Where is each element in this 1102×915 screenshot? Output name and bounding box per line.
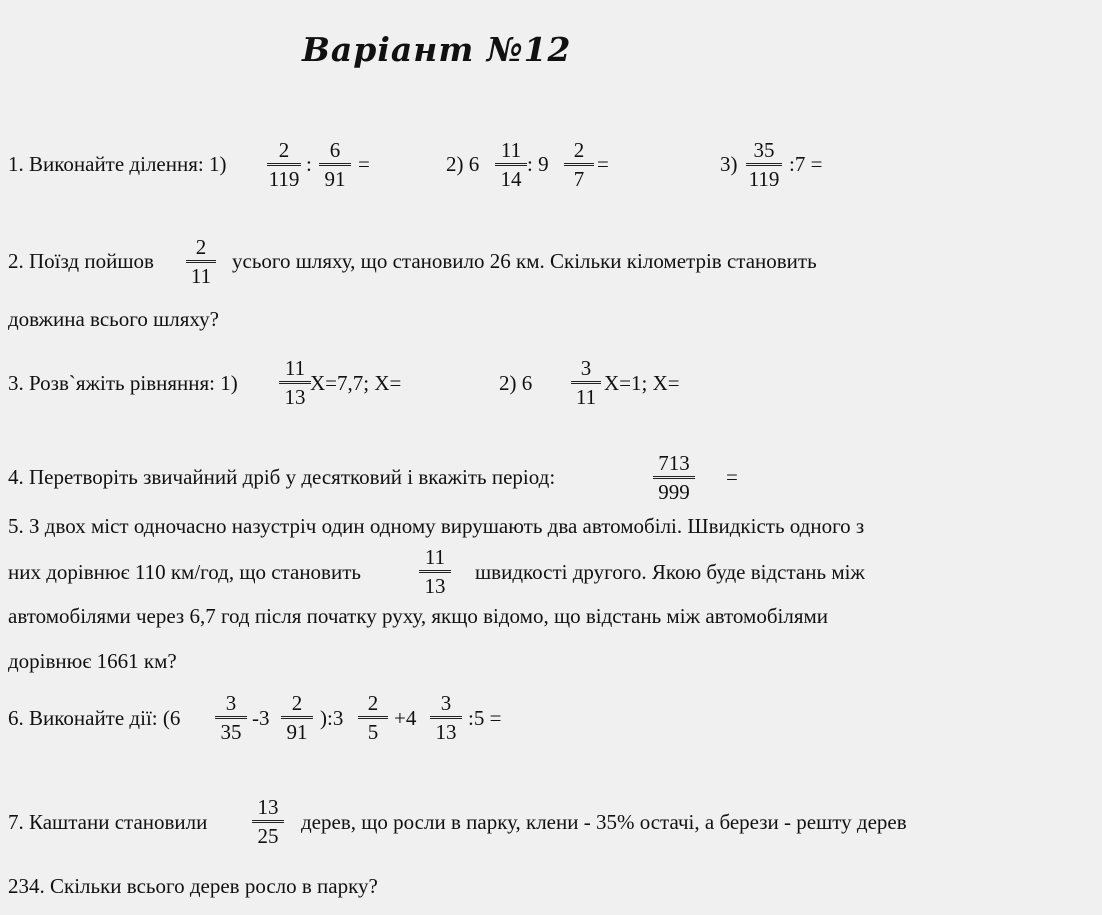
task6-text: 6. Виконайте дії: (6 [8,706,181,730]
task2-text-line2: довжина всього шляху? [8,307,219,331]
task3-part2-label: 2) 6 [499,371,533,395]
task5-line2-cont: швидкості другого. Якою буде відстань між [475,560,865,584]
equation: X=7,7; X= [310,371,402,395]
fraction: 11 13 [278,357,312,410]
fraction: 6 91 [318,139,352,192]
fraction: 2 11 [185,236,217,289]
task5-line2: них дорівнює 110 км/год, що становить [8,560,361,584]
task2-text: 2. Поїзд пойшов [8,249,154,273]
task7-text-cont: дерев, що росли в парку, клени - 35% остачі, а берези - решту дерев [301,810,907,834]
task2-text-cont: усього шляху, що становило 26 км. Скільки кілометрів становить [232,249,817,273]
task1-text: 1. Виконайте ділення: 1) [8,152,227,176]
fraction: 3 35 [214,692,248,745]
task4-text: 4. Перетворіть звичайний дріб у десятковий і вкажіть період: [8,465,556,489]
fraction: 2 7 [563,139,595,192]
operator: :7 = [789,152,823,176]
operator: ):3 [320,706,344,730]
fraction: 3 13 [429,692,463,745]
fraction: 35 119 [745,139,783,192]
operator: = [358,152,370,176]
task5-line3: автомобілями через 6,7 год після початку руху, якщо відомо, що відстань між автомобілями [8,604,829,628]
operator: = [726,465,738,489]
operator: : 9 [527,152,549,176]
fraction: 713 999 [652,452,696,505]
page-title: Варіант №12 [302,30,572,69]
fraction: 13 25 [251,796,285,849]
task1-part3-label: 3) [720,152,738,176]
task7-text: 7. Каштани становили [8,810,208,834]
task3-text: 3. Розв`яжіть рівняння: 1) [8,371,238,395]
operator: -3 [252,706,270,730]
task1-part2-label: 2) 6 [446,152,480,176]
fraction: 11 14 [494,139,528,192]
operator: = [597,152,609,176]
fraction: 11 13 [418,546,452,599]
equation: X=1; X= [604,371,680,395]
task7-line2: 234. Скільки всього дерев росло в парку? [8,874,378,898]
operator: : [306,152,312,176]
fraction: 2 5 [357,692,389,745]
fraction: 2 119 [268,138,300,191]
operator: :5 = [468,706,502,730]
fraction: 2 91 [280,692,314,745]
task5-line1: 5. З двох міст одночасно назустріч один одному вирушають два автомобілі. Швидкість одного з [8,514,865,538]
task5-line4: дорівнює 1661 км? [8,649,177,673]
operator: +4 [394,706,417,730]
fraction: 3 11 [570,357,602,410]
